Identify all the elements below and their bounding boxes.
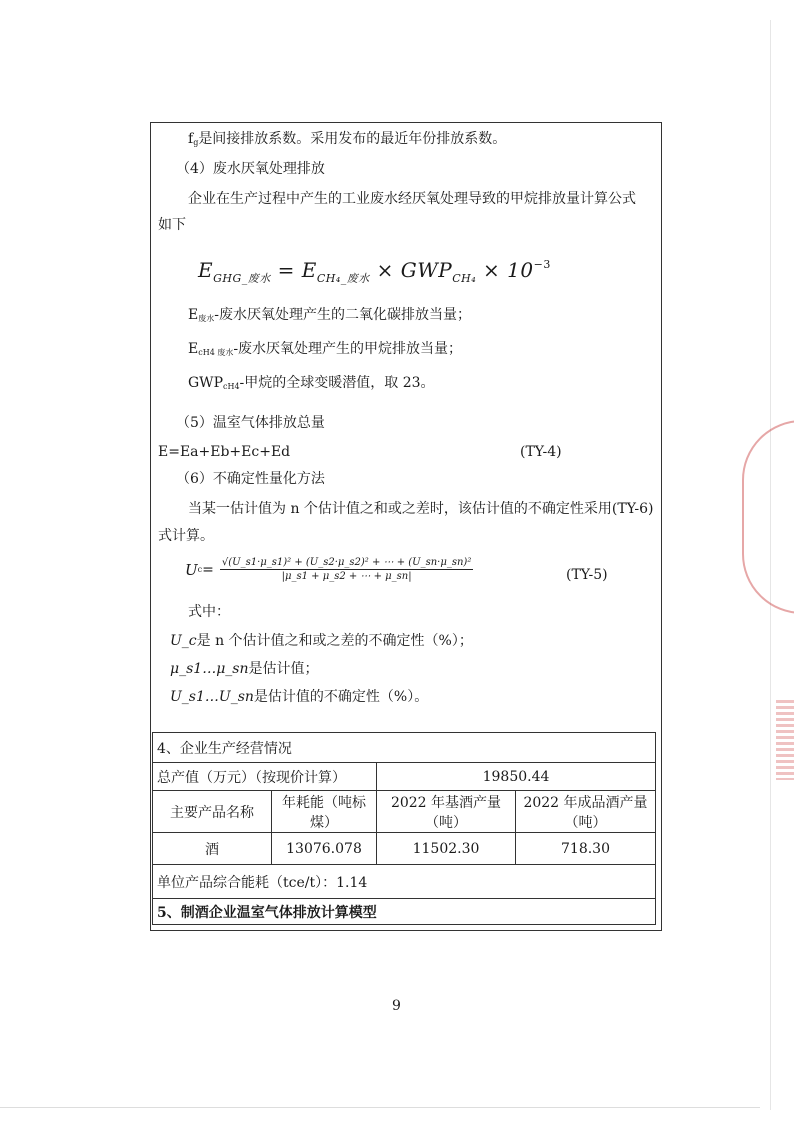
seal-fragment xyxy=(776,700,794,780)
paragraph-1-line-2: 如下 xyxy=(158,217,186,233)
section-4-title: （4）废水厌氧处理排放 xyxy=(176,161,325,177)
paragraph-2-line-1: 当某一估计值为 n 个估计值之和或之差时，该估计值的不确定性采用(TY-6) xyxy=(188,501,654,517)
mu-definition: μ_s1…μ_sn是估计值； xyxy=(170,661,319,677)
fg-definition: $f_g$是间接排放系数。采用发布的最近年份排放系数。 xyxy=(188,131,507,147)
formula-tag-ty5: (TY-5) xyxy=(566,567,608,583)
cell-finished-liquor: 718.30 xyxy=(516,833,656,865)
cell-base-liquor: 11502.30 xyxy=(377,833,516,865)
gwp-definition: $GWP_{cH4}-$甲烷的全球变暖潜值，取 23。 xyxy=(188,375,435,391)
e-waste-definition: $E_{废水}-$废水厌氧处理产生的二氧化碳排放当量； xyxy=(188,307,471,323)
header-product: 主要产品名称 xyxy=(153,791,272,833)
section-6-title: （6）不确定性量化方法 xyxy=(176,471,325,487)
red-seal-stamp xyxy=(742,420,794,614)
page-number: 9 xyxy=(392,998,401,1014)
u-definition: U_s1…U_sn是估计值的不确定性（%）。 xyxy=(170,689,429,705)
cell-product: 酒 xyxy=(153,833,272,865)
paragraph-2-line-2: 式计算。 xyxy=(158,528,214,544)
total-emission-formula: E=Ea+Eb+Ec+Ed xyxy=(158,444,291,460)
cell-energy: 13076.078 xyxy=(272,833,377,865)
unit-energy-consumption: 单位产品综合能耗（tce/t）：1.14 xyxy=(153,865,656,899)
header-energy: 年耗能（吨标煤） xyxy=(272,791,377,833)
uncertainty-formula: U c = $\frac{\text{√(U\_s1·μ\_s1)² + (U\_s2·μ\_s2)² + ⋯ + (U\_sn·μ\_sn)²}}{|\mu\_s1 + \mu\_s2 + \cdots + \mu\_sn|}$ xyxy=(185,557,472,582)
section-5-title: （5）温室气体排放总量 xyxy=(176,415,325,431)
header-base-liquor: 2022 年基酒产量（吨） xyxy=(377,791,516,833)
uncertainty-numerator: √(U_s1·μ_s1)² + (U_s2·μ_s2)² + ⋯ + (U_sn·μ_sn)² xyxy=(221,557,472,568)
output-value: 19850.44 xyxy=(377,763,656,791)
uc-definition: U_c是 n 个估计值之和或之差的不确定性（%）； xyxy=(170,633,473,649)
header-finished-liquor: 2022 年成品酒产量（吨） xyxy=(516,791,656,833)
table-title: 4、企业生产经营情况 xyxy=(153,733,656,763)
methane-emission-formula: $E_{GHG\_废水} = E_{CH_4\_废水} \times GWP_{CH_4} \times 10^{-3}$ xyxy=(198,258,551,285)
where-label: 式中： xyxy=(188,604,230,620)
uncertainty-denominator: |μ_s1 + μ_s2 + ⋯ + μ_sn| xyxy=(281,571,412,582)
output-label: 总产值（万元）（按现价计算） xyxy=(153,763,377,791)
paragraph-1-line-1: 企业在生产过程中产生的工业废水经厌氧处理导致的甲烷排放量计算公式 xyxy=(188,191,636,207)
page-edge-bottom xyxy=(0,1107,760,1108)
ech4-definition: $E_{cH4 废水}-$废水厌氧处理产生的甲烷排放当量； xyxy=(188,341,463,357)
section-5-heading: 5、制酒企业温室气体排放计算模型 xyxy=(153,899,656,925)
production-table xyxy=(152,732,656,925)
formula-tag-ty4: (TY-4) xyxy=(520,444,562,460)
